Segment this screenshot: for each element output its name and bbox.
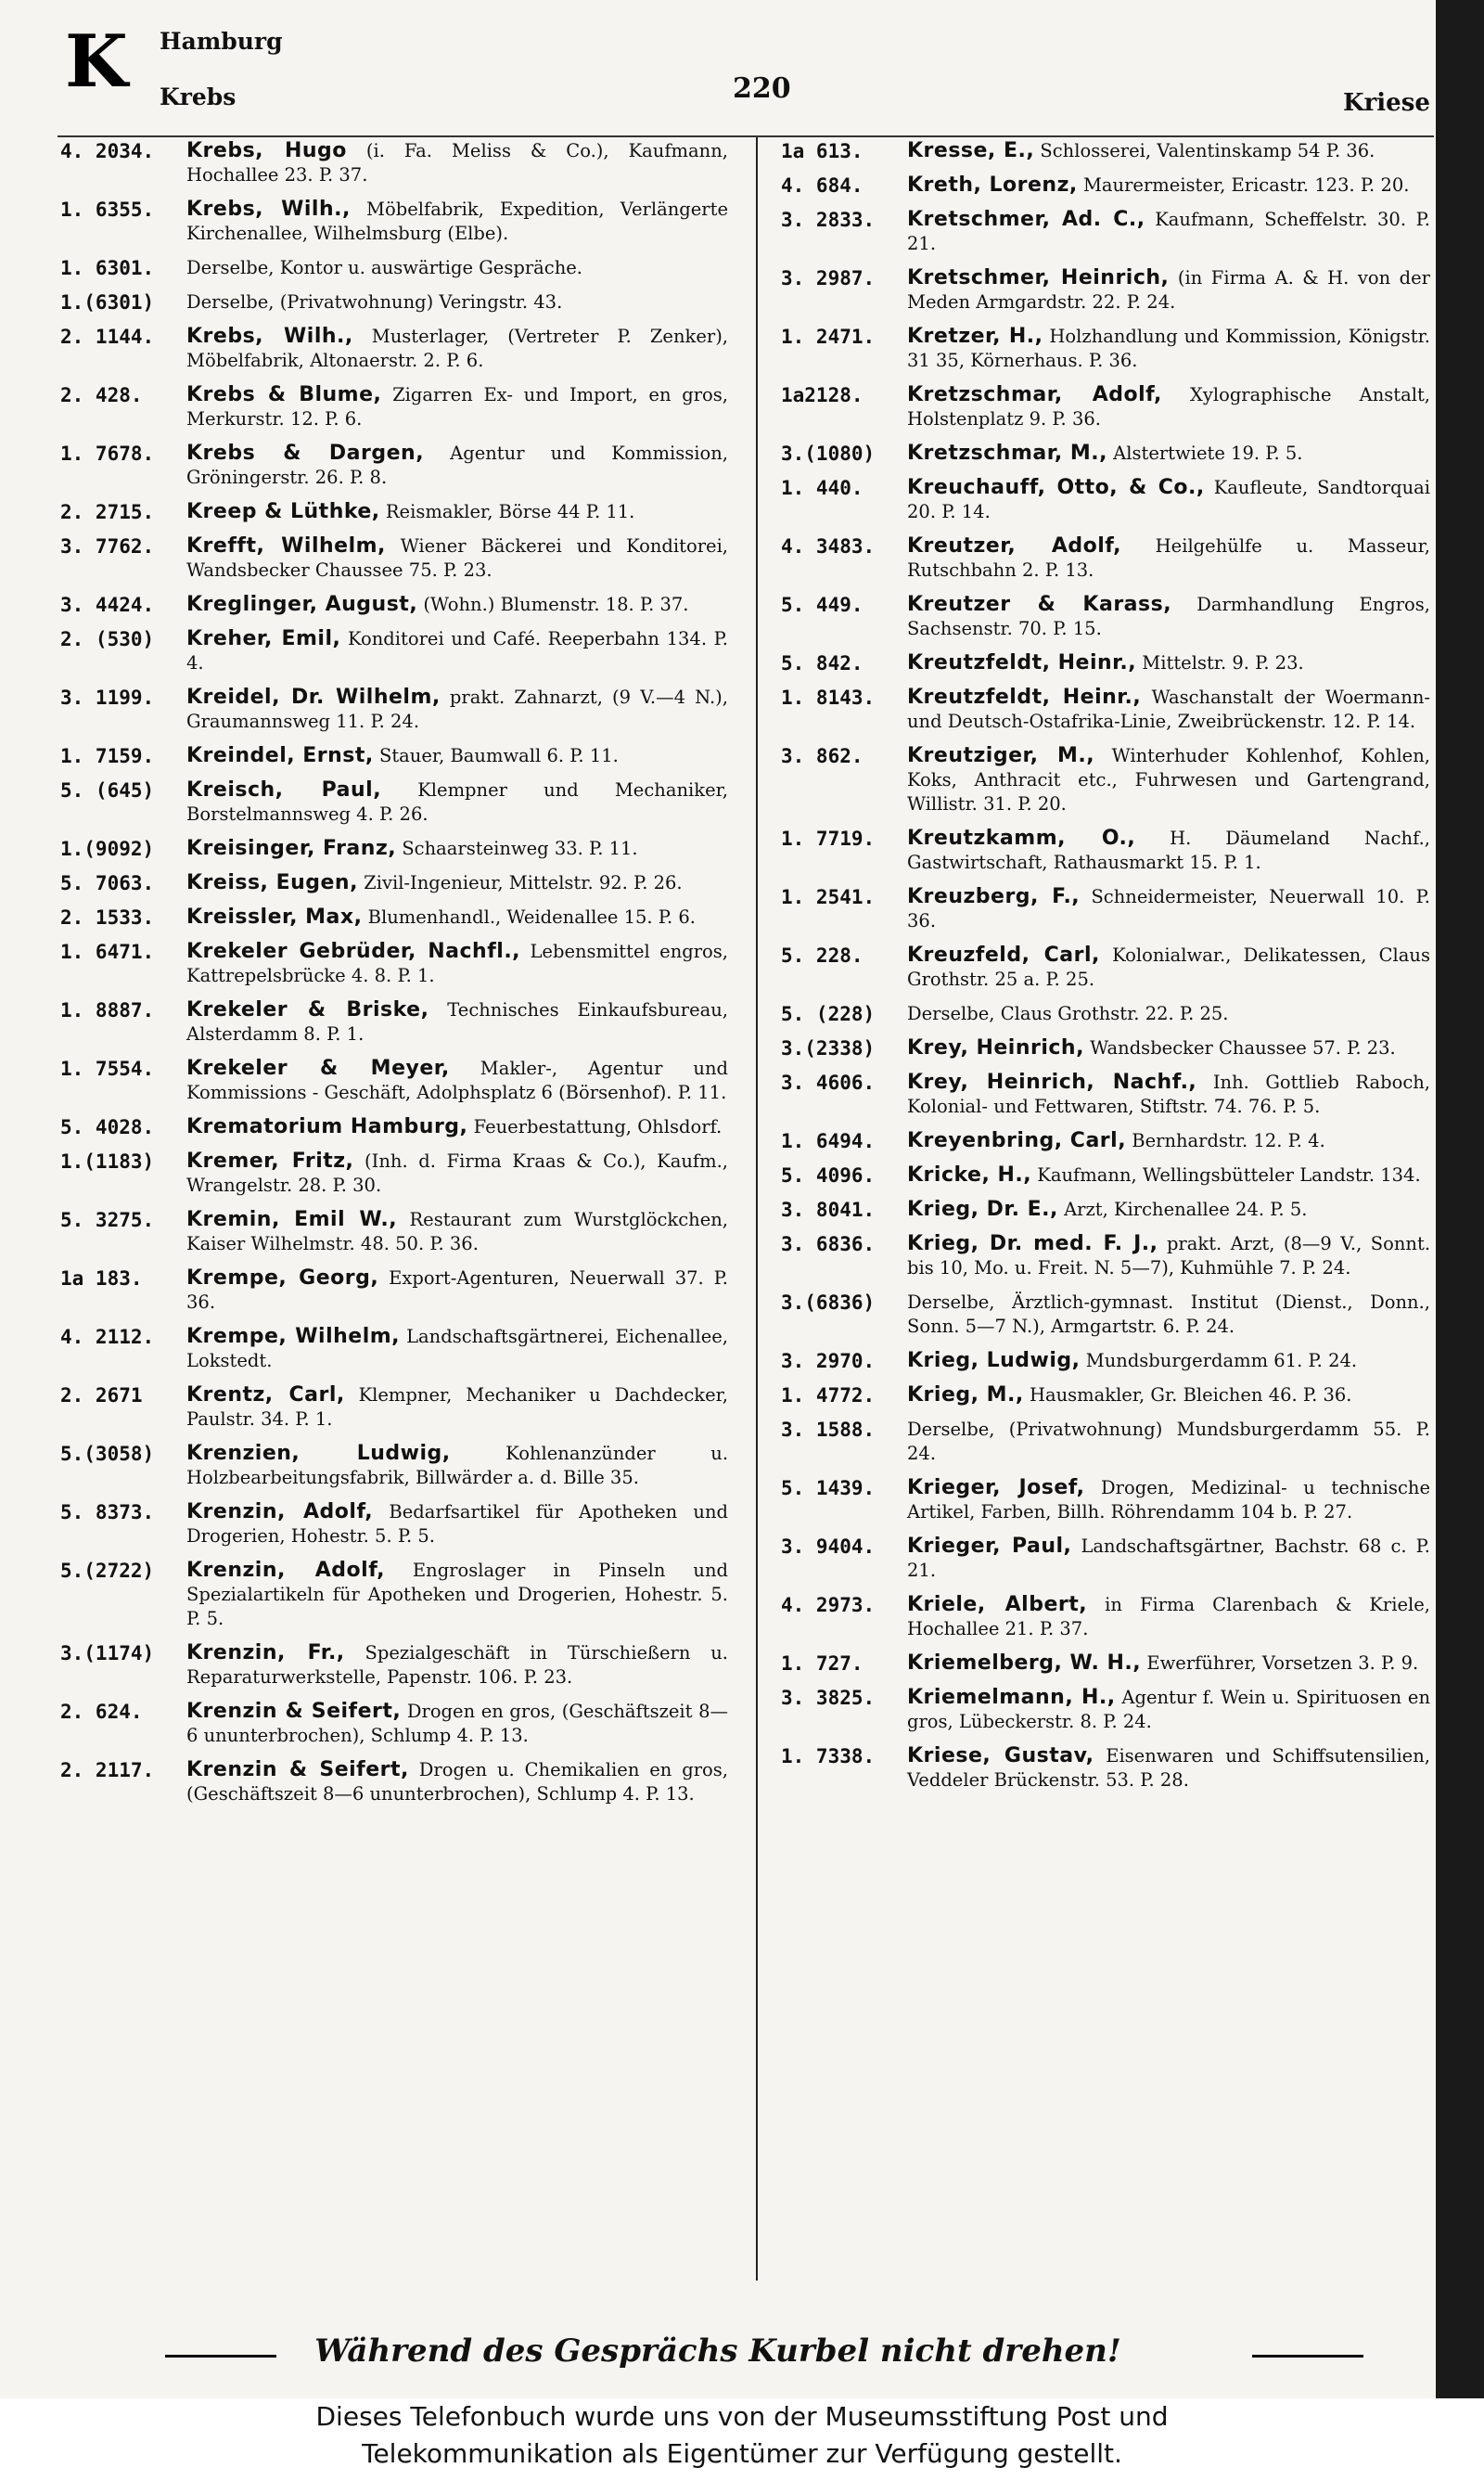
entry-details: Kolonialwar., Delikatessen, Claus Grothstr. 25 a. P. 25.	[907, 944, 1430, 990]
footer-notice: Während des Gesprächs Kurbel nicht drehen!	[314, 2332, 1121, 2370]
subscriber-name: Krempe, Georg,	[186, 1266, 379, 1290]
entry-details: Wiener Bäckerei und Konditorei, Wandsbecker Chaussee 75. P. 23.	[186, 535, 728, 581]
phone-number: 3. 3825.	[781, 1687, 876, 1709]
subscriber-name: Krematorium Hamburg,	[186, 1115, 468, 1138]
entry-details: (in Firma A. & H. von der Meden Armgardstr. 22. P. 24.	[907, 267, 1430, 313]
directory-entry	[60, 1325, 728, 1373]
entry-details: Möbelfabrik, Expedition, Verlängerte Kirchenallee, Wilhelmsburg (Elbe).	[186, 199, 728, 244]
subscriber-name: Krebs, Wilh.,	[186, 325, 353, 348]
entry-details: Agentur und Kommission, Gröningerstr. 26. P. 8.	[186, 443, 728, 488]
entry-details: Inh. Gottlieb Raboch, Kolonial- und Fettwaren, Stiftstr. 74. 76. P. 5.	[907, 1072, 1430, 1117]
subscriber-name: Kriemelberg, W. H.,	[907, 1651, 1142, 1675]
entry-details: Alstertwiete 19. P. 5.	[1113, 443, 1303, 464]
directory-entry	[781, 173, 1430, 198]
phone-number: 1. 2541.	[781, 886, 876, 908]
subscriber-name: Kreglinger, August,	[186, 593, 418, 616]
entry-details: Blumenhandl., Weidenallee 15. P. 6.	[367, 906, 696, 928]
phone-number: 2. (530)	[60, 628, 155, 650]
subscriber-name: Kremer, Fritz,	[186, 1150, 354, 1173]
entry-details: Feuerbestattung, Ohlsdorf.	[473, 1116, 723, 1137]
entry-details: Wandsbecker Chaussee 57. P. 23.	[1090, 1037, 1396, 1059]
entry-details: Holzhandlung und Kommission, Königstr. 31 35, Körnerhaus. P. 36.	[907, 326, 1430, 371]
subscriber-name: Krenzin, Adolf,	[186, 1559, 385, 1582]
phone-number: 3. 1588.	[781, 1419, 876, 1441]
entry-details: Schlosserei, Valentinskamp 54 P. 36.	[1040, 140, 1375, 161]
directory-entry	[781, 476, 1430, 524]
subscriber-name: Kreindel, Ernst,	[186, 744, 374, 767]
directory-entry	[781, 1291, 1430, 1339]
phone-number: 2. 2117.	[60, 1759, 155, 1781]
subscriber-name: Kreuzfeld, Carl,	[907, 944, 1100, 967]
entry-details: Kaufleute, Sandtorquai 20. P. 14.	[907, 477, 1430, 522]
subscriber-name: Kreutzfeldt, Heinr.,	[907, 651, 1137, 675]
phone-number: 2. 624.	[60, 1701, 143, 1723]
phone-number: 4. 2034.	[60, 140, 155, 162]
phone-number: 1. 7554.	[60, 1058, 155, 1080]
phone-number: 1.(9092)	[60, 838, 155, 860]
subscriber-name: Krempe, Wilhelm,	[186, 1325, 401, 1348]
right-column	[781, 139, 1430, 2273]
phone-number: 1. 8887.	[60, 999, 155, 1022]
phone-number: 5. 8373.	[60, 1501, 155, 1523]
subscriber-name: Krenzin, Fr.,	[186, 1641, 345, 1664]
subscriber-name: Krebs & Blume,	[186, 383, 382, 406]
entry-details: in Firma Clarenbach & Kriele, Hochallee 21. P. 37.	[907, 1594, 1430, 1639]
directory-entry	[60, 1500, 728, 1548]
phone-number: 3. 2970.	[781, 1350, 876, 1372]
entry-details: Bernhardstr. 12. P. 4.	[1132, 1130, 1325, 1151]
phone-number: 5. 1439.	[781, 1477, 876, 1499]
entry-details: Derselbe, Ärztlich-gymnast. Institut (Dienst., Donn., Sonn. 5—7 N.), Armgartstr. 6. P. 24.	[907, 1291, 1430, 1337]
directory-entry	[60, 139, 728, 187]
directory-entry	[60, 871, 728, 895]
directory-entry	[60, 686, 728, 734]
directory-entry	[60, 998, 728, 1047]
subscriber-name: Kresse, E.,	[907, 139, 1035, 162]
banner-line-1: Dieses Telefonbuch wurde uns von der Museumsstiftung Post und	[315, 2401, 1169, 2432]
phone-number: 2. 1533.	[60, 906, 155, 929]
subscriber-name: Kreuzberg, F.,	[907, 885, 1081, 908]
phone-number: 1a 183.	[60, 1267, 143, 1290]
phone-number: 1. 6494.	[781, 1130, 876, 1152]
entry-details: Engroslager in Pinseln und Spezialartikeln für Apotheken und Drogerien, Hohestr. 5. P. 5.	[186, 1560, 728, 1629]
subscriber-name: Kremin, Emil W.,	[186, 1208, 398, 1231]
entry-details: Derselbe, Claus Grothstr. 22. P. 25.	[907, 1003, 1229, 1024]
entry-details: Winterhuder Kohlenhof, Kohlen, Koks, Anthracit etc., Fuhrwesen und Gartengrand, Willistr. 31. P. 20.	[907, 745, 1430, 815]
phone-number: 1. 7678.	[60, 443, 155, 465]
subscriber-name: Krieg, M.,	[907, 1383, 1024, 1407]
directory-entry	[60, 1057, 728, 1105]
subscriber-name: Kreidel, Dr. Wilhelm,	[186, 686, 441, 709]
phone-number: 3. 6836.	[781, 1233, 876, 1255]
subscriber-name: Kretschmer, Heinrich,	[907, 266, 1170, 289]
subscriber-name: Krekeler Gebrüder, Nachfl.,	[186, 940, 521, 963]
directory-entry	[60, 290, 728, 315]
directory-entry	[60, 1383, 728, 1432]
phone-number: 2. 428.	[60, 384, 143, 406]
subscriber-name: Krenzien, Ludwig,	[186, 1442, 451, 1465]
phone-number: 3.(6836)	[781, 1291, 876, 1314]
directory-entry	[781, 1349, 1430, 1373]
directory-entry	[781, 1593, 1430, 1641]
entry-details: Xylographische Anstalt, Holstenplatz 9. P. 36.	[907, 384, 1430, 430]
directory-entry	[781, 1383, 1430, 1407]
subscriber-name: Kreyenbring, Carl,	[907, 1129, 1127, 1152]
entry-details: H. Däumeland Nachf., Gastwirtschaft, Rathausmarkt 15. P. 1.	[907, 828, 1430, 873]
directory-entry	[60, 1700, 728, 1748]
section-letter: K	[65, 19, 128, 104]
subscriber-name: Kreisinger, Franz,	[186, 837, 397, 860]
phone-number: 5.(2722)	[60, 1560, 155, 1582]
entry-details: Technisches Einkaufsbureau, Alsterdamm 8. P. 1.	[186, 999, 728, 1045]
subscriber-name: Kretschmer, Ad. C.,	[907, 208, 1145, 231]
directory-entry	[781, 1002, 1430, 1026]
entry-details: Hausmakler, Gr. Bleichen 46. P. 36.	[1029, 1384, 1352, 1406]
phone-number: 1. 6471.	[60, 941, 155, 963]
directory-entry	[781, 744, 1430, 816]
phone-number: 3. 862.	[781, 745, 864, 767]
subscriber-name: Kriemelmann, H.,	[907, 1686, 1116, 1709]
phone-number: 1. 2471.	[781, 326, 876, 348]
entry-details: Export-Agenturen, Neuerwall 37. P. 36.	[186, 1267, 728, 1313]
subscriber-name: Kriese, Gustav,	[907, 1744, 1094, 1767]
phone-number: 4. 2112.	[60, 1326, 155, 1348]
directory-entry	[781, 827, 1430, 875]
phone-number: 5. 4096.	[781, 1164, 876, 1187]
directory-entry	[781, 686, 1430, 734]
phone-number: 1a 613.	[781, 140, 864, 162]
directory-entry	[781, 885, 1430, 933]
entry-details: Kohlenanzünder u. Holzbearbeitungsfabrik, Billwärder a. d. Bille 35.	[186, 1443, 728, 1488]
entry-details: Kaufmann, Scheffelstr. 30. P. 21.	[907, 209, 1430, 254]
phone-number: 4. 3483.	[781, 535, 876, 558]
directory-entry	[60, 1115, 728, 1139]
phone-number: 4. 684.	[781, 174, 864, 197]
subscriber-name: Kreher, Emil,	[186, 627, 341, 650]
phone-number: 5. 3275.	[60, 1209, 155, 1231]
phone-number: 1.(1183)	[60, 1150, 155, 1173]
entry-details: Drogen en gros, (Geschäftszeit 8—6 ununterbrochen), Schlump 4. P. 13.	[186, 1701, 728, 1746]
phone-number: 1. 7338.	[781, 1745, 876, 1767]
phone-number: 1. 7159.	[60, 745, 155, 767]
entry-details: Agentur f. Wein u. Spirituosen en gros, Lübeckerstr. 8. P. 24.	[907, 1687, 1430, 1732]
subscriber-name: Kretzer, H.,	[907, 325, 1043, 348]
phone-number: 3. 7762.	[60, 535, 155, 558]
directory-entry	[60, 383, 728, 431]
directory-entry	[60, 778, 728, 827]
entry-details: Derselbe, (Privatwohnung) Veringstr. 43.	[186, 291, 563, 313]
directory-entry	[781, 1535, 1430, 1583]
phone-number: 4. 2973.	[781, 1594, 876, 1616]
subscriber-name: Krebs & Dargen,	[186, 442, 425, 465]
phone-number: 1.(6301)	[60, 291, 155, 314]
phone-number: 3. 2987.	[781, 267, 876, 289]
phone-number: 1a2128.	[781, 384, 864, 406]
directory-entry	[781, 1686, 1430, 1734]
phone-number: 3.(2338)	[781, 1037, 876, 1060]
entry-details: Stauer, Baumwall 6. P. 11.	[378, 745, 619, 766]
subscriber-name: Krenzin & Seifert,	[186, 1700, 402, 1723]
entry-details: Konditorei und Café. Reeperbahn 134. P. 4.	[186, 628, 728, 674]
entry-details: Klempner und Mechaniker, Borstelmannsweg 4. P. 26.	[186, 779, 728, 825]
phone-number: 3. 9404.	[781, 1536, 876, 1558]
subscriber-name: Kretzschmar, Adolf,	[907, 383, 1162, 406]
directory-entry	[781, 1418, 1430, 1466]
phone-number: 5. 842.	[781, 652, 864, 675]
ownership-banner	[0, 2398, 1484, 2480]
phone-number: 5. 228.	[781, 944, 864, 967]
phone-number: 5. (228)	[781, 1003, 876, 1025]
phone-number: 3. 2833.	[781, 209, 876, 231]
entry-details: Kaufmann, Wellingsbütteler Landstr. 134.	[1037, 1164, 1421, 1186]
directory-entry	[781, 1036, 1430, 1060]
phone-number: 3. 4606.	[781, 1072, 876, 1094]
entry-details: Darmhandlung Engros, Sachsenstr. 70. P. 15.	[907, 594, 1430, 639]
subscriber-name: Kreisch, Paul,	[186, 778, 382, 802]
directory-entry	[60, 837, 728, 861]
directory-entry	[781, 1476, 1430, 1524]
phone-number: 5. 4028.	[60, 1116, 155, 1138]
subscriber-name: Krentz, Carl,	[186, 1383, 345, 1407]
subscriber-name: Krey, Heinrich, Nachf.,	[907, 1071, 1197, 1094]
entry-details: Spezialgeschäft in Türschießern u. Reparaturwerkstelle, Papenstr. 106. P. 23.	[186, 1642, 728, 1688]
subscriber-name: Krefft, Wilhelm,	[186, 534, 386, 558]
directory-entry	[781, 208, 1430, 256]
subscriber-name: Kretzschmar, M.,	[907, 442, 1107, 465]
subscriber-name: Kreep & Lüthke,	[186, 500, 380, 523]
phone-number: 5. 449.	[781, 594, 864, 616]
subscriber-name: Kreutzfeldt, Heinr.,	[907, 686, 1142, 709]
subscriber-name: Kriele, Albert,	[907, 1593, 1088, 1616]
entry-details: (i. Fa. Meliss & Co.), Kaufmann, Hochallee 23. P. 37.	[186, 140, 728, 186]
phone-number: 1. 6355.	[60, 199, 155, 221]
subscriber-name: Krebs, Hugo	[186, 139, 347, 162]
page-edge	[1436, 0, 1484, 2398]
subscriber-name: Kreissler, Max,	[186, 906, 363, 929]
subscriber-name: Krey, Heinrich,	[907, 1036, 1084, 1060]
subscriber-name: Kreth, Lorenz,	[907, 173, 1078, 197]
entry-details: Landschaftsgärtner, Bachstr. 68 c. P. 21.	[907, 1536, 1430, 1581]
phone-number: 1. 7719.	[781, 828, 876, 850]
subscriber-name: Kreutziger, M.,	[907, 744, 1095, 767]
entry-details: Derselbe, (Privatwohnung) Mundsburgerdamm 55. P. 24.	[907, 1419, 1430, 1464]
directory-entry	[60, 593, 728, 617]
entry-details: Makler-, Agentur und Kommissions - Geschäft, Adolphsplatz 6 (Börsenhof). P. 11.	[186, 1058, 728, 1103]
directory-entry	[781, 534, 1430, 583]
entry-details: Landschaftsgärtnerei, Eichenallee, Lokstedt.	[186, 1326, 728, 1371]
directory-entry	[60, 1559, 728, 1631]
directory-entry	[60, 1208, 728, 1256]
directory-entry	[781, 139, 1430, 163]
directory-entry	[781, 442, 1430, 466]
entry-details: Reismakler, Börse 44 P. 11.	[385, 501, 635, 522]
directory-entry	[60, 906, 728, 930]
entry-details: Schneidermeister, Neuerwall 10. P. 36.	[907, 886, 1430, 932]
directory-entry	[60, 1150, 728, 1198]
entry-details: Drogen u. Chemikalien en gros, (Geschäftszeit 8—6 ununterbrochen), Schlump 4. P. 13.	[186, 1759, 728, 1805]
first-word-heading: Krebs	[160, 84, 237, 110]
subscriber-name: Krieg, Dr. E.,	[907, 1198, 1058, 1221]
directory-entry	[781, 266, 1430, 315]
phone-number: 1. 727.	[781, 1652, 864, 1675]
page-number: 220	[733, 72, 791, 105]
directory-entry	[60, 1641, 728, 1690]
directory-entry	[60, 534, 728, 583]
phone-number: 1. 440.	[781, 477, 864, 499]
entry-details: Zigarren Ex- und Import, en gros, Merkurstr. 12. P. 6.	[186, 384, 728, 430]
entry-details: Drogen, Medizinal- u technische Artikel, Farben, Billh. Röhrendamm 104 b. P. 27.	[907, 1477, 1430, 1523]
entry-details: Derselbe, Kontor u. auswärtige Gespräche.	[186, 257, 582, 278]
subscriber-name: Kreutzer & Karass,	[907, 593, 1172, 616]
subscriber-name: Krebs, Wilh.,	[186, 198, 351, 221]
subscriber-name: Kreuchauff, Otto, & Co.,	[907, 476, 1205, 499]
entry-details: Lebensmittel engros, Kattrepelsbrücke 4. 8. P. 1.	[186, 941, 728, 986]
entry-details: (Wohn.) Blumenstr. 18. P. 37.	[423, 594, 689, 615]
entry-details: Zivil-Ingenieur, Mittelstr. 92. P. 26.	[364, 872, 683, 893]
last-word-heading: Kriese	[1343, 89, 1430, 117]
phone-number: 2. 1144.	[60, 326, 155, 348]
entry-details: prakt. Zahnarzt, (9 V.—4 N.), Graumannsweg 11. P. 24.	[186, 687, 728, 732]
directory-entry	[60, 442, 728, 490]
entry-details: Restaurant zum Wurstglöckchen, Kaiser Wilhelmstr. 48. 50. P. 36.	[186, 1209, 728, 1254]
directory-entry	[781, 383, 1430, 431]
entry-details: Mundsburgerdamm 61. P. 24.	[1085, 1350, 1358, 1371]
entry-details: Arzt, Kirchenallee 24. P. 5.	[1064, 1199, 1308, 1220]
entry-details: Klempner, Mechaniker u Dachdecker, Paulstr. 34. P. 1.	[186, 1384, 728, 1430]
entry-details: Maurermeister, Ericastr. 123. P. 20.	[1082, 174, 1410, 196]
entry-details: prakt. Arzt, (8—9 V., Sonnt. bis 10, Mo. u. Freit. N. 5—7), Kuhmühle 7. P. 24.	[907, 1233, 1430, 1279]
subscriber-name: Krekeler & Meyer,	[186, 1057, 450, 1080]
entry-details: Musterlager, (Vertreter P. Zenker), Möbelfabrik, Altonaerstr. 2. P. 6.	[186, 326, 728, 371]
subscriber-name: Krieg, Dr. med. F. J.,	[907, 1232, 1158, 1255]
directory-entry	[781, 944, 1430, 992]
directory-entry	[781, 1163, 1430, 1188]
header-rule	[58, 135, 1434, 137]
subscriber-name: Kreutzer, Adolf,	[907, 534, 1121, 558]
directory-entry	[60, 1442, 728, 1490]
entry-details: Waschanstalt der Woermann- und Deutsch-Ostafrika-Linie, Zweibrückenstr. 12. P. 14.	[907, 687, 1430, 732]
subscriber-name: Kreutzkamm, O.,	[907, 827, 1136, 850]
left-column	[60, 139, 728, 2273]
phone-number: 3.(1174)	[60, 1642, 155, 1664]
directory-entry	[60, 627, 728, 675]
directory-entry	[781, 1651, 1430, 1676]
directory-entry	[781, 1744, 1430, 1793]
phone-number: 1. 6301.	[60, 257, 155, 279]
directory-entry	[60, 744, 728, 768]
subscriber-name: Krenzin & Seifert,	[186, 1758, 409, 1781]
phone-number: 5. (645)	[60, 779, 155, 802]
phone-number: 3.(1080)	[781, 443, 876, 465]
directory-entry	[781, 593, 1430, 641]
subscriber-name: Krieg, Ludwig,	[907, 1349, 1081, 1372]
city-heading: Hamburg	[160, 28, 283, 55]
phone-number: 3. 4424.	[60, 594, 155, 616]
subscriber-name: Kreiss, Eugen,	[186, 871, 358, 894]
directory-entry	[781, 1198, 1430, 1222]
subscriber-name: Krieger, Josef,	[907, 1476, 1085, 1499]
directory-entry	[60, 1266, 728, 1315]
subscriber-name: Krenzin, Adolf,	[186, 1500, 374, 1523]
subscriber-name: Kricke, H.,	[907, 1163, 1032, 1187]
directory-entry	[60, 940, 728, 988]
phone-number: 1. 8143.	[781, 687, 876, 709]
banner-line-2: Telekommunikation als Eigentümer zur Verfügung gestellt.	[362, 2438, 1122, 2469]
entry-details: (Inh. d. Firma Kraas & Co.), Kaufm., Wrangelstr. 28. P. 30.	[186, 1150, 728, 1196]
subscriber-name: Krieger, Paul,	[907, 1535, 1072, 1558]
directory-entry	[781, 1071, 1430, 1119]
entry-details: Heilgehülfe u. Masseur, Rutschbahn 2. P. 13.	[907, 535, 1430, 581]
column-divider	[756, 137, 758, 2281]
phone-number: 1. 4772.	[781, 1384, 876, 1407]
phone-number: 2. 2715.	[60, 501, 155, 523]
directory-entry	[781, 1129, 1430, 1153]
phone-number: 3. 1199.	[60, 687, 155, 709]
directory-entry	[781, 1232, 1430, 1280]
directory-entry	[781, 325, 1430, 373]
phone-number: 2. 2671	[60, 1384, 143, 1407]
directory-entry	[60, 500, 728, 524]
phone-number: 5. 7063.	[60, 872, 155, 894]
entry-details: Mittelstr. 9. P. 23.	[1142, 652, 1304, 674]
phone-number: 5.(3058)	[60, 1443, 155, 1465]
entry-details: Schaarsteinweg 33. P. 11.	[402, 838, 638, 859]
subscriber-name: Krekeler & Briske,	[186, 998, 429, 1022]
directory-entry	[781, 651, 1430, 675]
entry-details: Bedarfsartikel für Apotheken und Drogerien, Hohestr. 5. P. 5.	[186, 1501, 728, 1547]
directory-entry	[60, 256, 728, 280]
phone-number: 3. 8041.	[781, 1199, 876, 1221]
entry-details: Ewerführer, Vorsetzen 3. P. 9.	[1146, 1652, 1419, 1674]
directory-entry	[60, 325, 728, 373]
directory-entry	[60, 198, 728, 246]
entry-details: Eisenwaren und Schiffsutensilien, Veddeler Brückenstr. 53. P. 28.	[907, 1745, 1430, 1791]
directory-entry	[60, 1758, 728, 1806]
